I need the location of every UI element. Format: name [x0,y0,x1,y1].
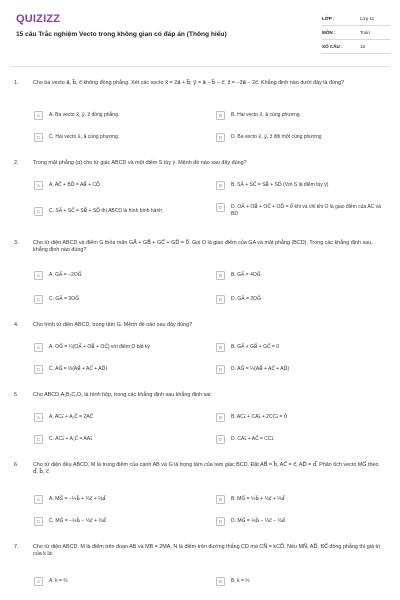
option-b[interactable] [216,112,396,126]
option-a[interactable] [34,112,214,126]
option-b[interactable] [216,496,396,510]
option-letter-box: D [216,203,225,212]
option-letter-box: B [216,271,225,280]
question-number: 2. [14,160,19,166]
meta-value: Lớp 11 [360,15,375,21]
option-letter-box: D [216,517,225,526]
option-text: D. GA⃗ = 2OG⃗ [231,296,261,302]
question-text: Cho tứ diện ABCD và điểm G thỏa mãn GA⃗ + GB⃗ + GC⃗ + GD⃗ = 0⃗. Gọi O là giao điểm của GA và mặt phẳng (BCD). Trong các khẳng định sau, khẳng định nào đúng? [33,240,373,253]
option-letter-box: A [34,111,43,120]
option-text: A. Ba vecto x⃗, y⃗, z⃗ đồng phẳng. [49,112,120,118]
option-text: A. GA⃗ = −2OG⃗ [49,272,82,278]
option-b[interactable] [216,344,396,358]
option-letter-box: D [216,435,225,444]
meta-key: SỐ CÂU : [322,43,343,49]
meta-row-subject [322,26,390,40]
option-text: D. Ba vecto x⃗, y⃗, z⃗ đôi một cùng phương [231,134,322,140]
option-text: C. Hai vecto x⃗, a⃗ cùng phương. [49,134,120,140]
option-b[interactable] [216,414,396,428]
option-letter-box: C [34,133,43,142]
worksheet-header [0,0,400,66]
option-text: C. AC₁⃗ + A₁C⃗ = AA₁⃗ [49,436,93,442]
option-a[interactable] [34,272,214,286]
option-a[interactable] [34,414,214,428]
option-d[interactable] [216,436,396,450]
option-text: B. Hai vecto x⃗, a⃗ cùng phương. [231,112,301,118]
option-letter-box: B [216,495,225,504]
option-letter-box: C [34,365,43,374]
question-number: 4. [14,322,19,328]
question-number: 6. [14,462,19,468]
option-text: A. AC⃗ + BD⃗ = AB⃗ + CD⃗ [49,182,100,188]
question-text: Cho tứ diện đều ABCD, M là trung điểm của cạnh AB và G là trọng tâm của tam giác BCD. Đặt AB⃗ = b⃗, AC⃗ = c⃗, AD⃗ = d⃗. Phân tích vecto MG⃗ theo d⃗, b⃗, c⃗ [33,462,379,475]
meta-key: LỚP : [322,15,335,21]
option-letter-box: C [34,517,43,526]
question-number: 1. [14,80,19,86]
option-a[interactable] [34,344,214,358]
option-text: B. MG⃗ = ⅙b⃗ + ⅓c⃗ + ⅓d⃗ [231,496,285,502]
option-letter-box: B [216,577,225,586]
option-letter-box: A [34,181,43,190]
option-text: C. GA⃗ = 3OG⃗ [49,296,79,302]
option-text: C. MG⃗ = −⅙b⃗ − ⅓c⃗ + ⅓d⃗ [49,518,106,524]
option-a[interactable] [34,578,214,592]
option-c[interactable] [34,208,214,222]
meta-row-count [322,40,390,54]
option-a[interactable] [34,496,214,510]
option-letter-box: A [34,495,43,504]
option-b[interactable] [216,182,396,196]
option-c[interactable] [34,366,214,380]
option-letter-box: B [216,181,225,190]
option-b[interactable] [216,272,396,286]
option-c[interactable] [34,436,214,450]
option-d[interactable] [216,366,396,380]
option-text: A. OG⃗ = ¼(OA⃗ + OB⃗ + OC⃗) với điểm O bất kỳ [49,344,150,350]
meta-value: Toán [360,29,370,35]
option-d[interactable] [216,134,396,148]
option-letter-box: B [216,413,225,422]
worksheet-meta [322,12,390,54]
option-letter-box: A [34,343,43,352]
option-letter-box: D [216,365,225,374]
option-text: B. k = ⅔ [231,578,250,584]
option-letter-box: D [216,295,225,304]
option-text: B. AC₁⃗ + CA₁⃗ + 2CC₁⃗ = 0⃗ [231,414,288,420]
option-c[interactable] [34,296,214,310]
option-text: A. k = ⅔ [49,578,68,584]
option-c[interactable] [34,518,214,532]
option-letter-box: C [34,435,43,444]
question-text: Cho ABCD.A₁B₁C₁D₁ là hình hộp, trong các khẳng định sau khẳng định sai: [33,392,212,398]
option-c[interactable] [34,134,214,148]
option-letter-box: C [34,295,43,304]
header-divider [10,66,390,67]
option-text: D. OA⃗ + OB⃗ + OC⃗ + OD⃗ = 0⃗ khi và chỉ khi O là giao điểm của AC và BD [231,204,381,217]
option-letter-box: D [216,133,225,142]
option-d[interactable] [216,204,388,224]
option-letter-box: A [34,577,43,586]
option-text: D. MG⃗ = ⅙b⃗ − ⅓c⃗ − ⅓d⃗ [231,518,285,524]
option-text: C. SA⃗ + SC⃗ = SB⃗ + SD⃗ thì ABCD là hình bình hành [49,208,163,214]
option-text: B. GA⃗ + GB⃗ + GC⃗ = 0 [231,344,279,350]
question-number: 5. [14,392,19,398]
question-text: Cho ba vecto a⃗, b⃗, c⃗ không đồng phẳng. Xét các vecto x⃗ = 2a⃗ + b⃗; y⃗ = a⃗ − b⃗ − c⃗, z⃗ = −3a⃗ − 2c⃗. Khẳng định nào dưới đây là đúng? [33,80,344,86]
option-letter-box: C [34,207,43,216]
question-number: 3. [14,240,19,246]
meta-key: MÔN : [322,29,336,35]
option-text: D. AG⃗ = ¼(AB⃗ + AC⃗ + AD⃗) [231,366,290,372]
option-text: A. MG⃗ = −⅙b⃗ + ⅓c⃗ + ⅓d⃗ [49,496,106,502]
question-text: Cho tứ diện ABCD. M là điểm trên đoạn AB và MB = 2MA. N là điểm trên đường thẳng CD mà CN⃗ = kCD⃗. Nếu MN⃗, AD⃗, BC⃗ đồng phẳng thì giá trị của k là: [33,544,380,557]
option-text: B. GA⃗ = 4OG⃗ [231,272,261,278]
option-letter-box: B [216,343,225,352]
option-b[interactable] [216,578,396,592]
meta-row-class [322,12,390,26]
worksheet-title: 15 câu Trắc nghiệm Vecto trong không gian có đáp án (Thông hiểu) [16,31,227,38]
question-text: Trong mặt phẳng (α) cho tứ giác ABCD và một điểm S tùy ý. Mệnh đề nào sau đây đúng? [33,160,247,166]
option-d[interactable] [216,518,396,532]
option-letter-box: A [34,413,43,422]
option-letter-box: B [216,111,225,120]
option-text: B. SA⃗ + SC⃗ = SB⃗ + SD⃗ (Với S là điểm tùy ý) [231,182,329,188]
question-number: 7. [14,544,19,550]
option-text: D. CA₁⃗ + AC⃗ = CC₁⃗ [231,436,274,442]
option-a[interactable] [34,182,214,196]
option-text: A. AC₁⃗ + A₁C⃗ = 2AC⃗ [49,414,94,420]
question-text: Cho hình tứ diện ABCD, trọng tâm G. Mệnh đề nào sau đây đúng? [33,322,193,328]
option-d[interactable] [216,296,396,310]
meta-value: 15 [360,43,366,49]
quizizz-logo: QUIZIZZ [16,13,61,25]
option-letter-box: A [34,271,43,280]
option-text: C. AG⃗ = ⅔(AB⃗ + AC⃗ + AD⃗) [49,366,108,372]
